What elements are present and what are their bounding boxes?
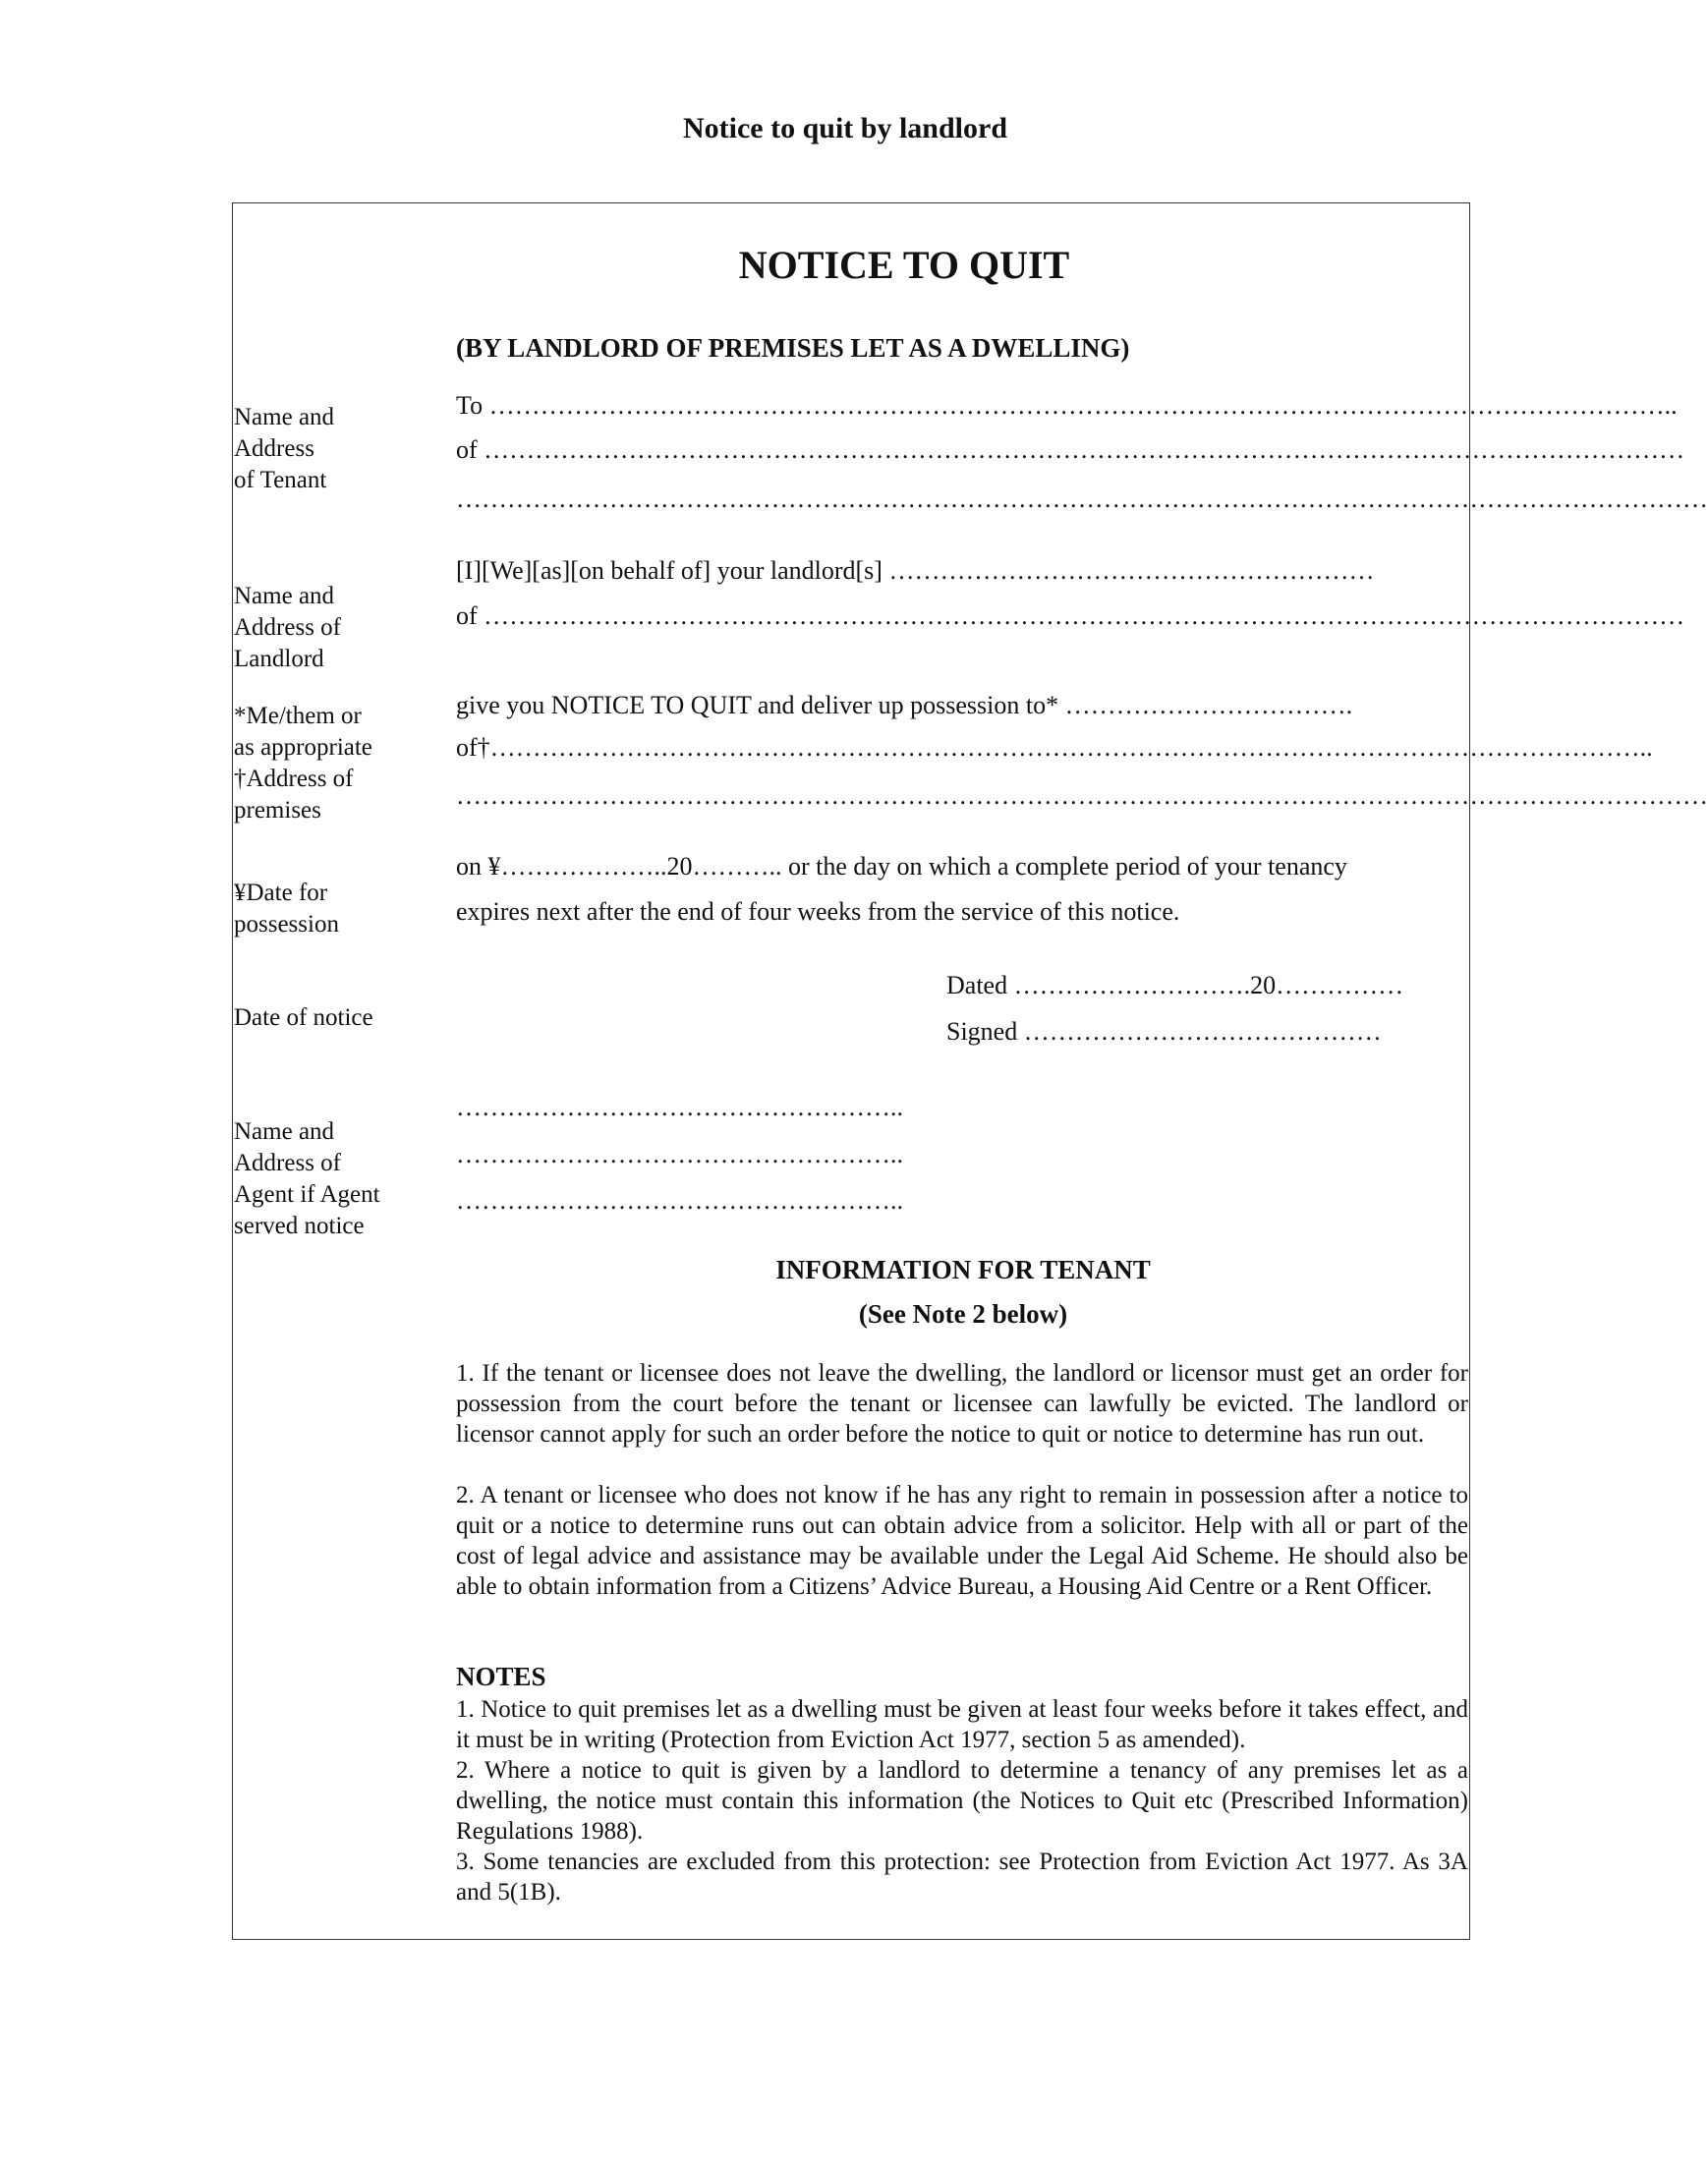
agent-line-2[interactable]: …………………………………………….. (456, 1140, 903, 1168)
info-subheading: (See Note 2 below) (858, 1299, 1068, 1329)
label-line: Agent if Agent (234, 1181, 380, 1208)
label-line: as appropriate (234, 734, 372, 761)
label-line: Address (234, 435, 314, 462)
label-line: served notice (234, 1213, 365, 1239)
info-heading: INFORMATION FOR TENANT (775, 1255, 1151, 1284)
label-line: Name and (234, 404, 335, 430)
label-line: possession (234, 911, 339, 938)
label-agent (234, 1116, 380, 1242)
label-line: of Tenant (234, 467, 327, 493)
signed-field[interactable]: Signed …………………………………… (946, 1017, 1382, 1046)
label-line: *Me/them or (234, 703, 362, 729)
notice-title: NOTICE TO QUIT (738, 243, 1070, 287)
tenant-to-field[interactable]: To ………………………………………………………………………………………………………………………….. (456, 391, 1678, 420)
label-line: Name and (234, 1118, 335, 1145)
label-line: Name and (234, 583, 335, 609)
possession-to-field[interactable]: give you NOTICE TO QUIT and deliver up possession to* ……………………………. (456, 691, 1353, 719)
notes-heading: NOTES (456, 1662, 546, 1691)
possession-date-text: expires next after the end of four weeks from the service of this notice. (456, 897, 1180, 926)
agent-line-3[interactable]: …………………………………………….. (456, 1186, 903, 1215)
note-2: 2. Where a notice to quit is given by a landlord to determine a tenancy of any premises let as a dwelling, the notice must contain this information (the Notices to Quit etc (Prescribed Information) Regulations 1988). (456, 1757, 1468, 1845)
tenant-address-field[interactable]: of …………………………………………………………………………………………………………………………… (456, 435, 1685, 464)
label-date-possession (234, 878, 339, 940)
label-line: Landlord (234, 646, 324, 672)
label-line: premises (234, 797, 321, 824)
label-line: Date of notice (234, 1004, 373, 1031)
possession-date-field[interactable]: on ¥………………..20……….. or the day on which a complete period of your tenancy (456, 852, 1347, 881)
info-paragraph-2: 2. A tenant or licensee who does not know if he has any right to remain in possession after a notice to quit or a notice to determine runs out can obtain advice from a solicitor. Help with all or part of the cost of legal advice and assistance may be available under the Legal Aid Scheme. He should also be able to obtain information from a Citizens’ Advice Bureau, a Housing Aid Centre or a Rent Officer. (456, 1482, 1468, 1600)
note-1: 1. Notice to quit premises let as a dwelling must be given at least four weeks before it takes effect, and it must be in writing (Protection from Eviction Act 1977, section 5 as amended). (456, 1696, 1468, 1753)
notice-subtitle: (BY LANDLORD OF PREMISES LET AS A DWELLING) (456, 333, 1130, 363)
agent-line-1[interactable]: …………………………………………….. (456, 1093, 903, 1121)
page-title: Notice to quit by landlord (682, 112, 1008, 144)
label-landlord (234, 581, 341, 675)
label-line: Address of (234, 1150, 342, 1176)
label-tenant (234, 402, 334, 496)
tenant-address-field-2[interactable]: ………………………………………………………………………………………………………………………………… (456, 484, 1708, 513)
premises-address-field[interactable]: of†……………………………………………………………………………………………………………………….. (456, 733, 1653, 762)
dated-field[interactable]: Dated ……………………….20…………… (946, 971, 1404, 999)
label-me-them (234, 701, 372, 826)
premises-address-field-2[interactable]: ………………………………………………………………………………………………………………………………… (456, 781, 1708, 810)
label-line: †Address of (234, 766, 354, 792)
label-date-notice (234, 1002, 373, 1034)
label-line: ¥Date for (234, 880, 328, 906)
landlord-name-field[interactable]: [I][We][as][on behalf of] your landlord[s] ………………………………………………… (456, 556, 1375, 585)
landlord-address-field[interactable]: of …………………………………………………………………………………………………………………………… (456, 601, 1685, 630)
info-paragraph-1: 1. If the tenant or licensee does not leave the dwelling, the landlord or licensor must get an order for possession from the court before the tenant or licensee can lawfully be evicted. The landlord or licensor cannot apply for such an order before the notice to quit or notice to determine has run out. (456, 1360, 1468, 1448)
label-line: Address of (234, 614, 342, 641)
note-3: 3. Some tenancies are excluded from this protection: see Protection from Eviction Act 1977. As 3A and 5(1B). (456, 1849, 1468, 1906)
